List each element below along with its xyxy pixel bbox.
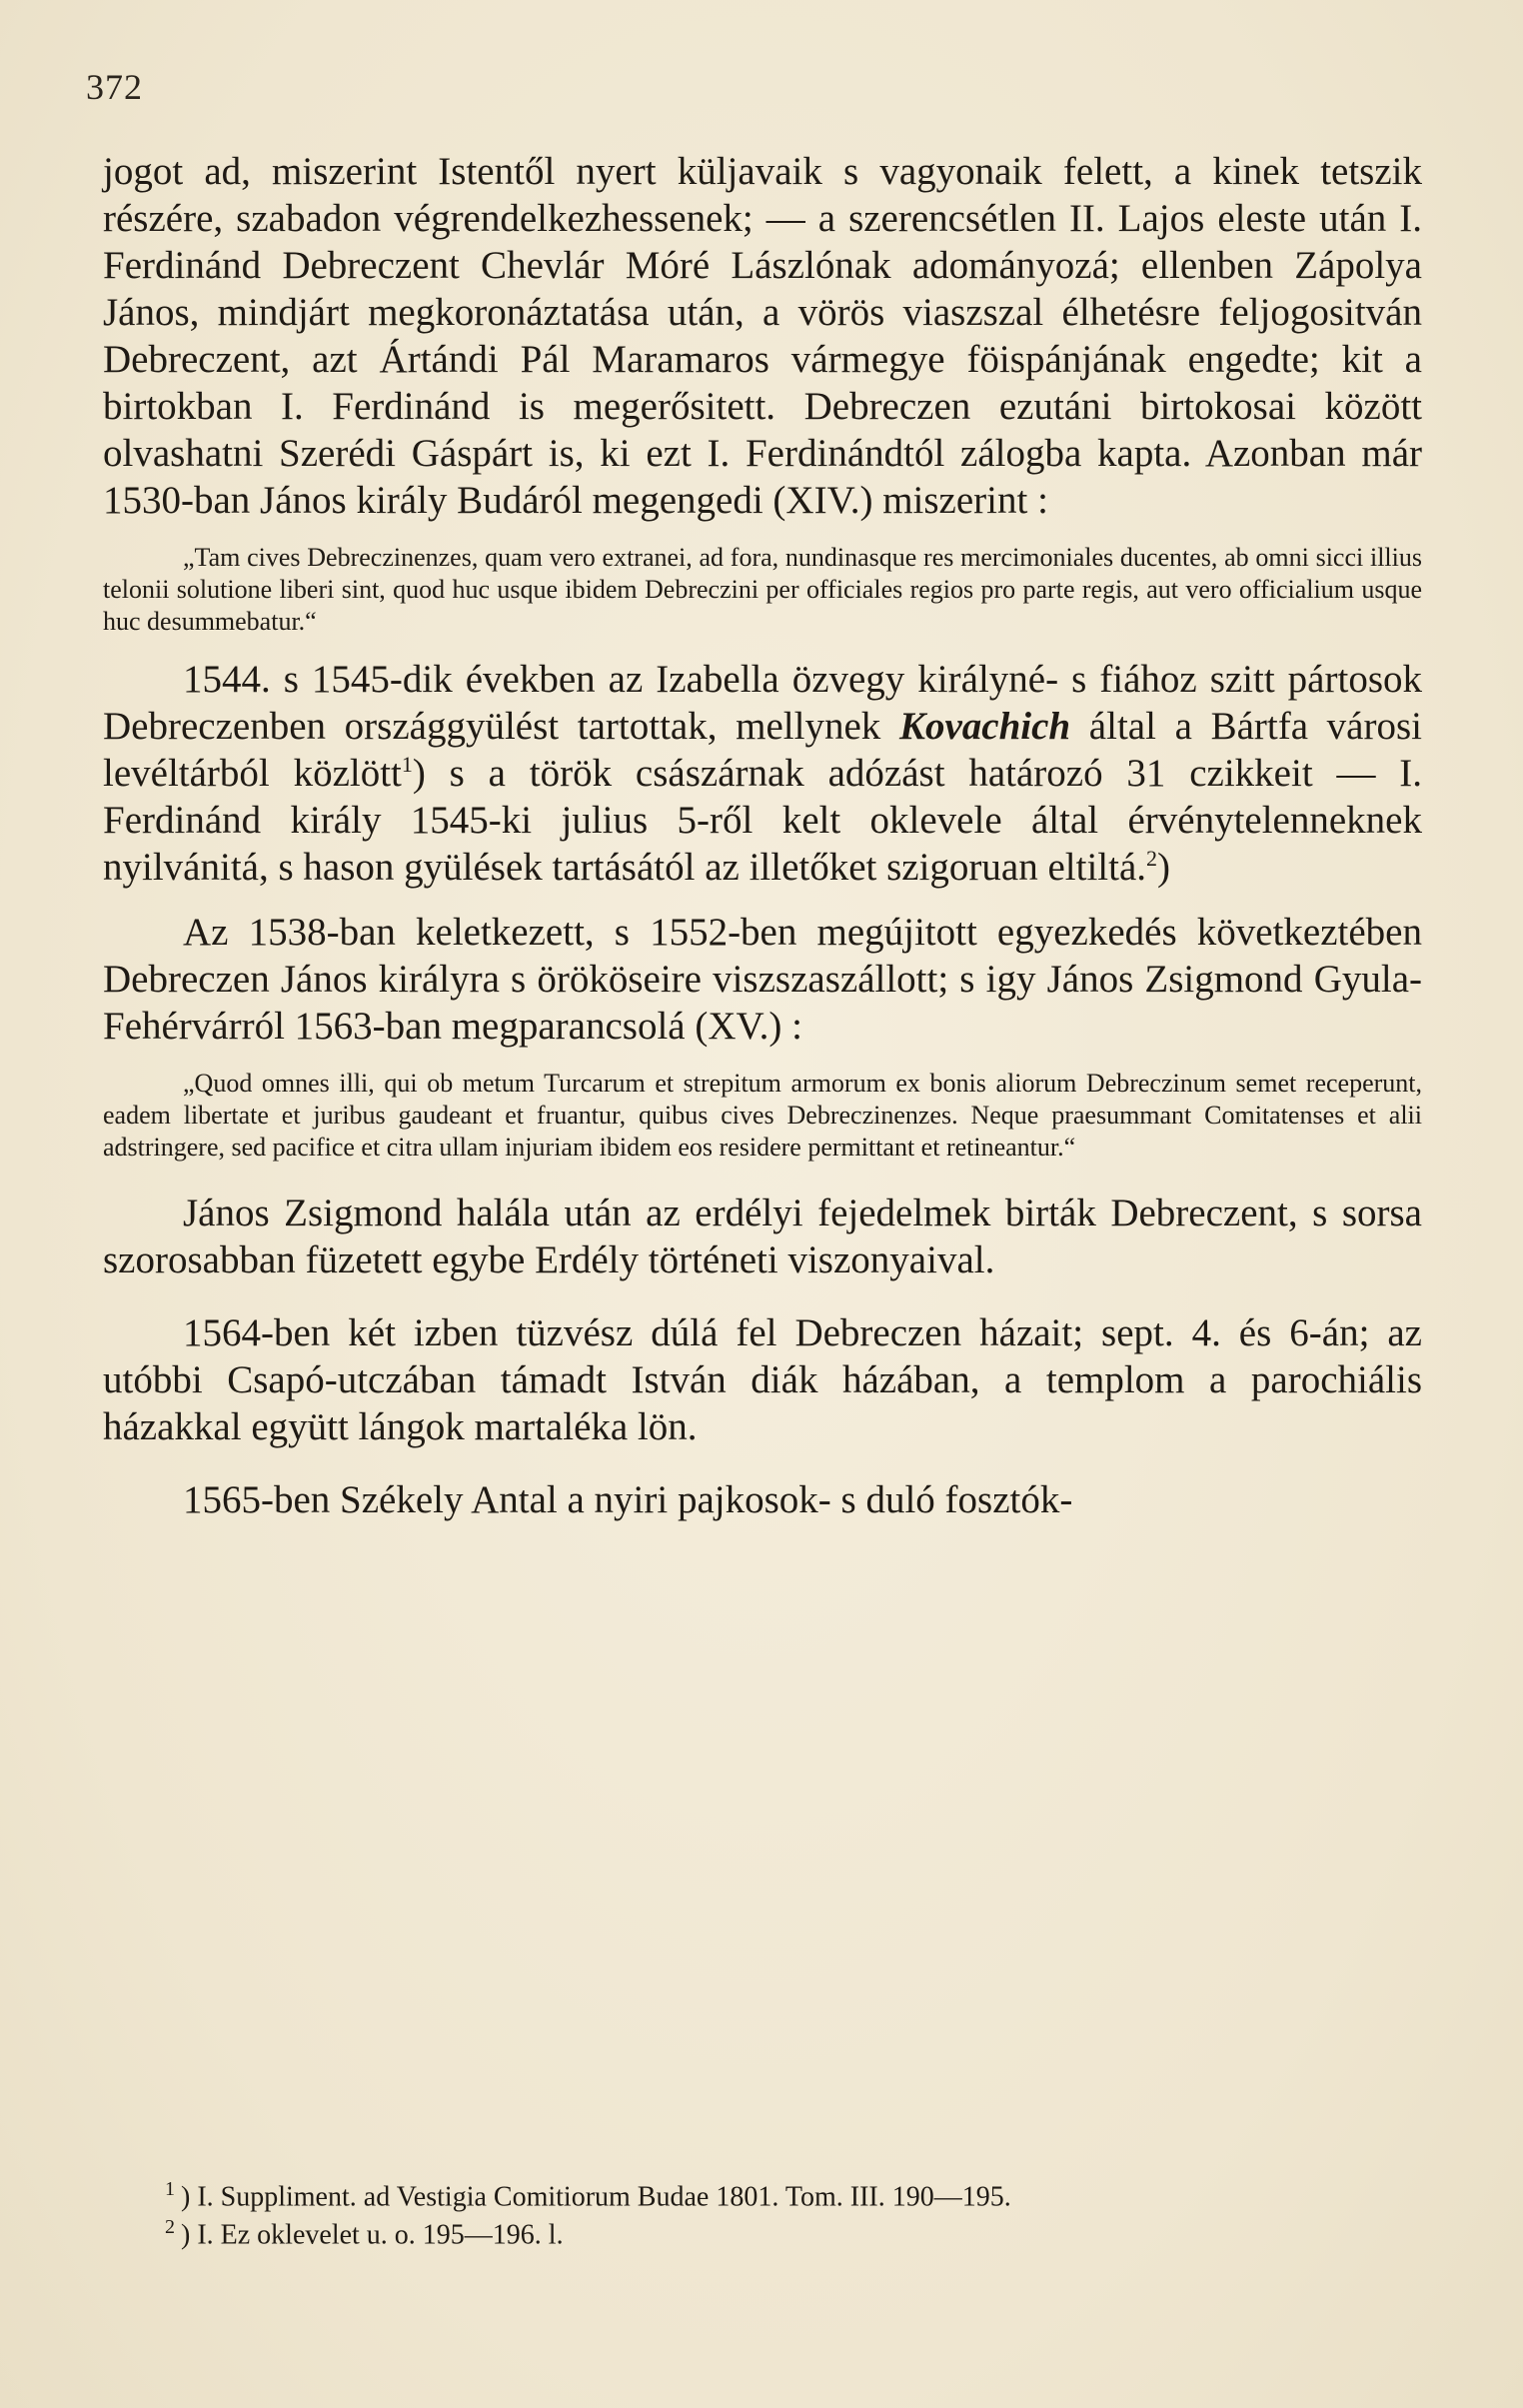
latin-quote-1: „Tam cives Debreczinenzes, quam vero extranei, ad fora, nundinasque res mercimoniales ducentes, ab omni sicci illius telonii solutione liberi sint, quod huc usque ibidem Debreczini per officiales regios pro parte regis, aut vero officialium usque huc desummebatur.“ xyxy=(103,543,1422,636)
footnote-1 xyxy=(165,2174,1424,2212)
paragraph-2 xyxy=(103,656,1422,891)
paragraph-1: jogot ad, miszerint Istentől nyert küljavaik s vagyonaik felett, a kinek tetszik részére, szabadon végrendelkezhessenek; — a szerencsétlen II. Lajos eleste után I. Ferdinánd Debreczent Chevlár Móré Lászlónak adományozá; ellenben Zápolya János, mindjárt megkoronáztatása után, a vörös viaszszal élhetésre feljogositván Debreczent, azt Ártándi Pál Maramaros vármegye föispánjának engedte; kit a birtokban I. Ferdinánd is megerősitett. Debreczen ezutáni birtokosai között olvashatni Szerédi Gáspárt is, ki ezt I. Ferdinándtól zálogba kapta. Azonban már 1530-ban János király Budáról megengedi (XIV.) miszerint : xyxy=(103,150,1422,522)
paragraph-2-part-c: ) s a török császárnak adózást határozó 31 czikkeit — I. Ferdinánd király 1545-ki julius 5-ről kelt oklevele által érvénytelenneknek nyilvánitá, s hason gyülések tartásától az illetőket szigoruan eltiltá. xyxy=(103,752,1423,889)
paragraph-5: 1564-ben két izben tüzvész dúlá fel Debreczen házait; sept. 4. és 6-án; az utóbbi Csapó-utczában támadt István diák házában, a templom a parochiális házakkal együtt lángok martaléka lön. xyxy=(103,1311,1422,1448)
paragraph-2-part-a: 1544. s 1545-dik években az Izabella özvegy királyné- s fiához szitt pártosok Debreczenben országgyülést tartottak, mellynek xyxy=(103,658,1422,748)
paragraph-4: János Zsigmond halála után az erdélyi fejedelmek birták Debreczent, s sorsa szorosabban füzetett egybe Erdély történeti viszonyaival. xyxy=(103,1192,1422,1281)
footnote-2 xyxy=(165,2212,1424,2250)
footnote-2-mark: 2 xyxy=(165,2216,175,2239)
footnote-2-text: ) I. Ez oklevelet u. o. 195—196. l. xyxy=(181,2219,564,2251)
author-name-kovachich: Kovachich xyxy=(898,705,1071,748)
paragraph-6: 1565-ben Székely Antal a nyiri pajkosok- s duló fosztók- xyxy=(183,1478,1073,1521)
footnote-ref-1: 1 xyxy=(401,752,413,777)
footnote-ref-2: 2 xyxy=(1146,846,1158,871)
footnotes xyxy=(165,2174,1424,2251)
latin-quote-2: „Quod omnes illi, qui ob metum Turcarum et strepitum armorum ex bonis aliorum Debreczinum semet receperunt, eadem libertate et juribus gaudeant et fruantur, quibus cives Debreczinenzes. Neque praesummant Comitatenses et alii adstringere, sed pacifice et citra ullam injuriam ibidem eos residere permittant et retineantur.“ xyxy=(103,1069,1422,1162)
footnote-1-mark: 1 xyxy=(165,2178,175,2200)
paragraph-3: Az 1538-ban keletkezett, s 1552-ben megújitott egyezkedés következtében Debreczen János királyra s örököseire viszszaszállott; s igy János Zsigmond Gyula-Fehérvárról 1563-ban megparancsolá (XV.) : xyxy=(103,911,1422,1048)
page-number: 372 xyxy=(86,67,143,107)
paragraph-2-part-d: ) xyxy=(1157,846,1171,889)
body-text xyxy=(103,148,1422,1523)
paragraph-2-part-b: által a Bártfa városi levéltárból közlött xyxy=(103,705,1422,795)
footnote-1-text: ) I. Suppliment. ad Vestigia Comitiorum Budae 1801. Tom. III. 190—195. xyxy=(181,2181,1011,2213)
